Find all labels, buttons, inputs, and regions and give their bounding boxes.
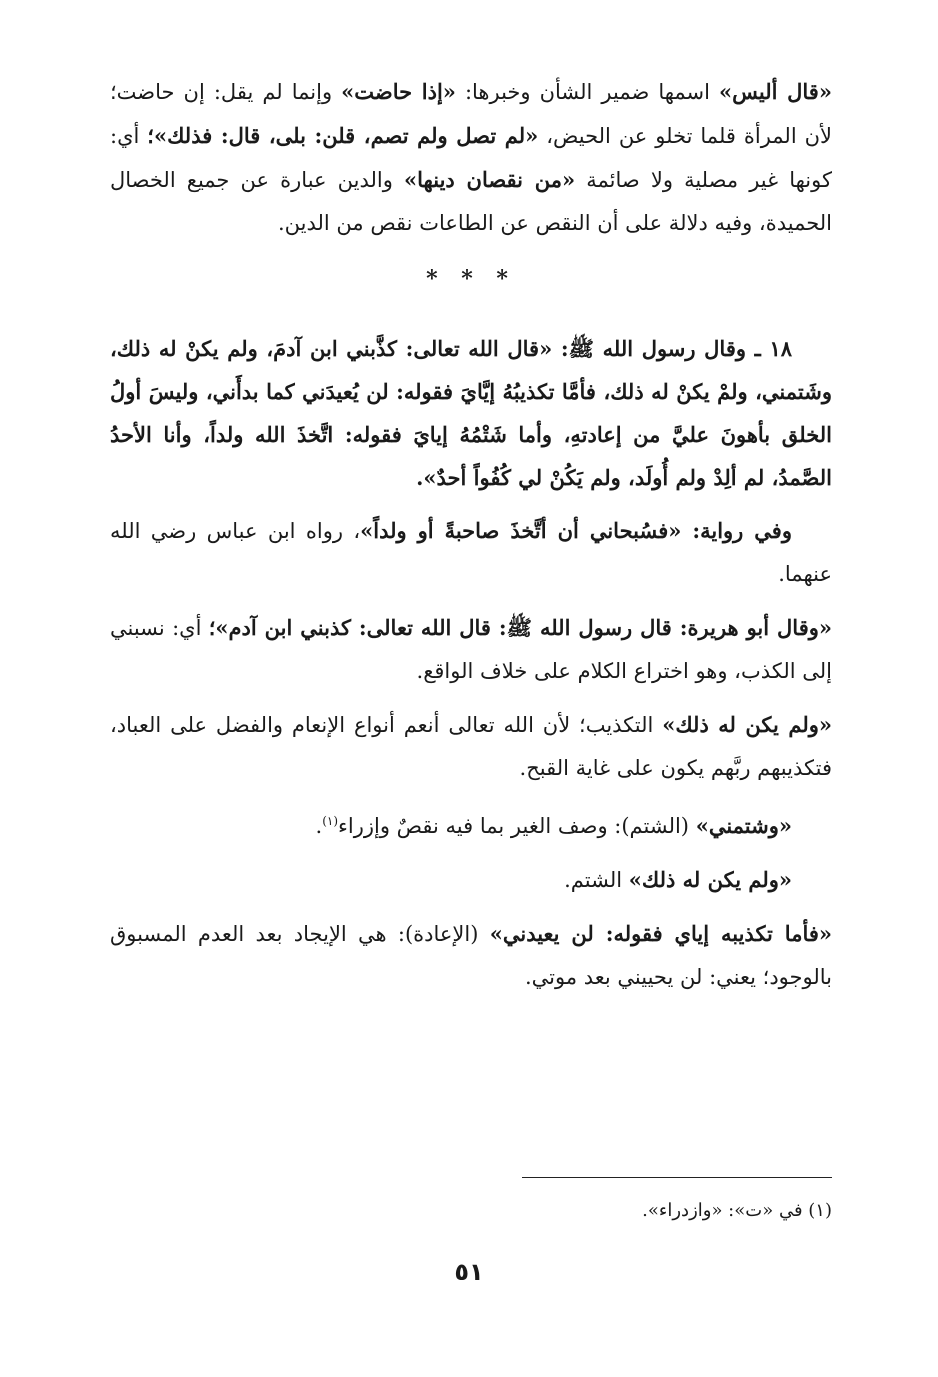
footnote-marker[interactable]: (١) xyxy=(322,814,339,828)
text-run: (الشتم): وصف الغير بما فيه نقصٌ وإزراء xyxy=(338,814,696,838)
paragraph-shatm xyxy=(110,800,832,848)
bold-quote: وفي رواية: «فسُبحاني أن أتَّخذَ صاحبةً أو ولداً» xyxy=(360,518,792,543)
paragraph-riwaya xyxy=(110,509,832,596)
paragraph-amma xyxy=(110,912,832,999)
text-run: ، رواه ابن عباس رضي الله عنهما. xyxy=(110,519,832,586)
bold-quote: «فأما تكذيبه إياي فقوله: لن يعيدني» xyxy=(489,921,833,946)
bold-quote: «ولم يكن له ذلك» xyxy=(628,867,792,892)
bold-quote: «وشتمني» xyxy=(695,813,792,838)
text-run: أي: نسبني إلى الكذب، وهو اختراع الكلام على خلاف الواقع. xyxy=(110,616,832,683)
hadith-18: ١٨ ـ وقال رسول الله ﷺ: «قال الله تعالى: كذَّبني ابن آدمَ، ولم يكنْ له ذلك، وشَتمني، ولمْ يكنْ له ذلك، فأمَّا تكذيبُهُ إيَّايَ فقوله: لن يُعيدَني كما بدأَني، وليسَ أولُ الخلق بأهونَ عليَّ من إعادتهِ، وأما شَتْمُهُ إيايَ فقوله: اتَّخذَ الله ولداً، وأنا الأحدُ الصَّمدُ، لم ألِدْ ولم أُولَد، ولم يَكُنْ لي كُفُواً أحدٌ». xyxy=(110,336,832,490)
section-separator: * * * xyxy=(426,266,516,292)
paragraph-abu-hurayra xyxy=(110,606,832,693)
text-run: الشتم. xyxy=(564,868,629,892)
page-number: ٥١ xyxy=(454,1258,484,1286)
bold-quote: «قال أليس» xyxy=(719,79,832,104)
footnote-divider xyxy=(522,1177,832,1178)
bold-quote: «ولم يكن له ذلك» xyxy=(662,712,832,737)
text-run: التكذيب؛ لأن الله تعالى أنعم أنواع الإنعام والفضل على العباد، فتكذيبهم ربَّهم يكون على غاية القبح. xyxy=(110,713,832,780)
text-run: . xyxy=(315,814,323,838)
paragraph-intro xyxy=(110,70,832,245)
paragraph-lam-yakun xyxy=(110,703,832,790)
text-run: وإنما لم يقل: إن حاضت؛ لأن المرأة قلما تخلو عن الحيض، xyxy=(110,80,833,148)
bold-quote: «لم تصل ولم تصم، قلن: بلى، قال: فذلك»؛ xyxy=(147,123,539,148)
paragraph-lam-yakun-2 xyxy=(110,858,832,902)
bold-quote: «إذا حاضت» xyxy=(341,79,456,104)
text-run: والدين عبارة عن جميع الخصال الحميدة، وفيه دلالة على أن النقص عن الطاعات نقص من الدين. xyxy=(110,168,832,235)
page-body xyxy=(110,70,832,999)
text-run: (الإعادة): هي الإيجاد بعد العدم المسبوق بالوجود؛ يعني: لن يحييني بعد موتي. xyxy=(110,922,832,989)
text-run: أي: كونها غير مصلية ولا صائمة xyxy=(110,124,832,192)
bold-quote: «وقال أبو هريرة: قال رسول الله ﷺ: قال الله تعالى: كذبني ابن آدم»؛ xyxy=(208,615,832,640)
footnote: (١) في «ت»: «وازدراء». xyxy=(642,1200,832,1221)
bold-quote: «من نقصان دينها» xyxy=(404,167,576,192)
text-run: اسمها ضمير الشأن وخبرها: xyxy=(455,80,720,104)
